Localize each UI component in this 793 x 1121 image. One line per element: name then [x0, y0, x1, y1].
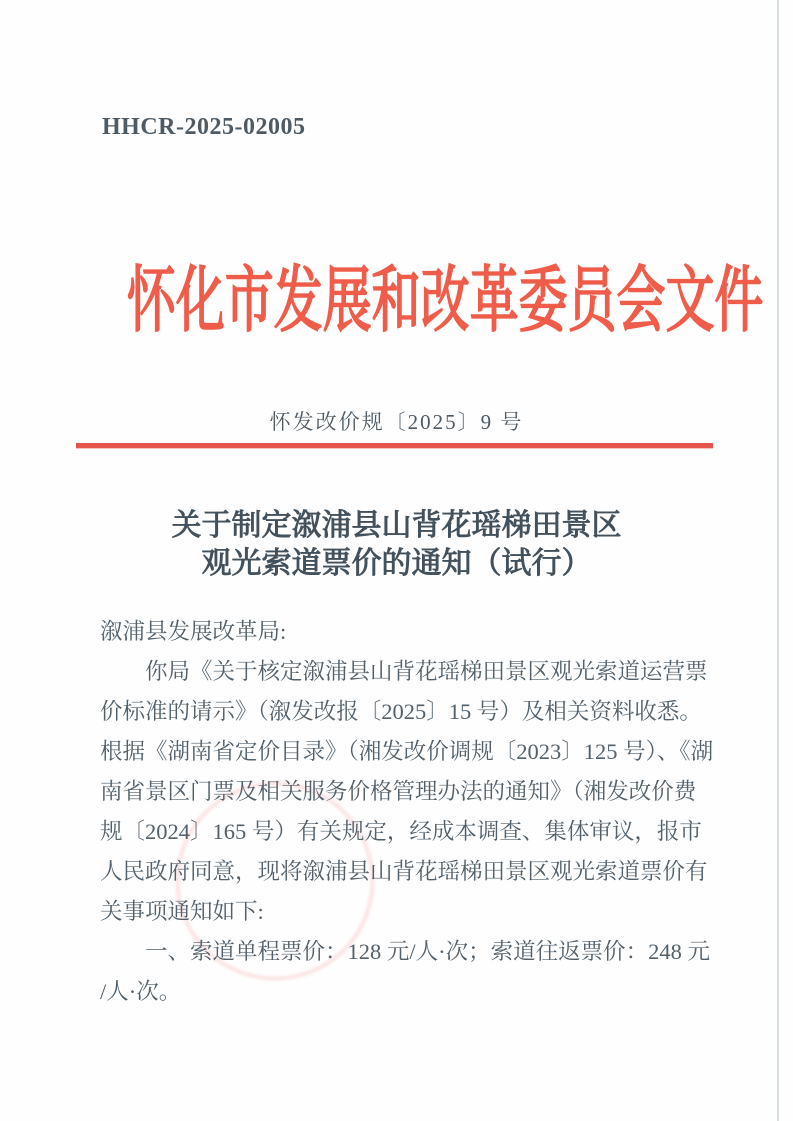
document-body: [100, 612, 716, 1012]
body-line: 你局《关于核定溆浦县山背花瑶梯田景区观光索道运营票: [145, 659, 708, 684]
scan-edge-line: [777, 0, 779, 1121]
red-header-rule: [76, 443, 713, 448]
body-line: /人·次。: [100, 979, 182, 1004]
document-code: HHCR-2025-02005: [102, 114, 306, 140]
body-line: 根据《湖南省定价目录》（湘发改价调规〔2023〕125 号）、《湖: [100, 739, 714, 764]
body-line: 一、索道单程票价：128 元/人·次；索道往返票价：248 元: [145, 939, 710, 964]
agency-header-title: 怀化市发展和改革委员会文件: [126, 261, 764, 341]
recipient-line: 溆浦县发展改革局:: [100, 619, 287, 644]
body-line: 规〔2024〕165 号）有关规定，经成本调查、集体审议，报市: [100, 819, 702, 844]
document-title-line2: 观光索道票价的通知（试行）: [201, 547, 592, 580]
body-line: 南省景区门票及相关服务价格管理办法的通知》（湘发改价费: [100, 779, 697, 804]
body-line: 价标准的请示》（溆发改报〔2025〕15 号）及相关资料收悉。: [100, 699, 702, 724]
document-title: [0, 507, 793, 583]
body-line: 人民政府同意，现将溆浦县山背花瑶梯田景区观光索道票价有: [100, 859, 708, 884]
document-title-line1: 关于制定溆浦县山背花瑶梯田景区: [171, 509, 622, 542]
body-line: 关事项通知如下:: [100, 899, 264, 924]
document-number: 怀发改价规〔2025〕9 号: [269, 410, 524, 434]
